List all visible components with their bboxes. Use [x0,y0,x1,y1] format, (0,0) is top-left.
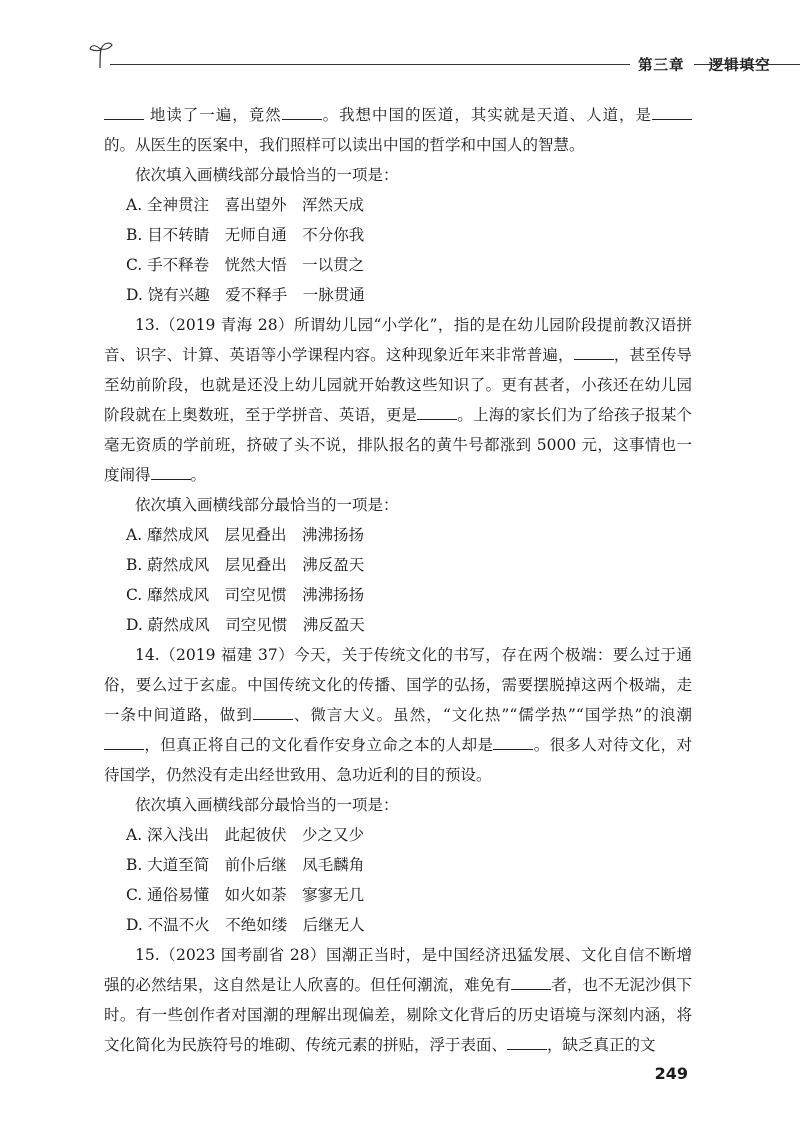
q13-text-c: 。上海的家长们为了给孩子报某个毫无资质的学前班，挤破了头不说，排队报名的黄牛号都涨到 5000 元，这事情也一度闹得 [104,406,692,484]
blank [253,705,293,720]
blank [282,105,322,120]
blank [493,735,533,750]
q13-option-d: D. 蔚然成风 司空见惯 沸反盈天 [126,616,365,634]
q15-text-a: 15.（2023 国考副省 28）国潮正当时，是中国经济迅猛发展、文化自信不断增强的必然结果，这自然是让人欣喜的。但任何潮流，难免有 [104,946,692,994]
blank [151,465,191,480]
q14-text-d: 。很多人对待文化，对待国学，仍然没有走出经世致用、急功近利的目的预设。 [104,736,692,784]
q14-option-d: D. 不温不火 不绝如缕 后继无人 [126,916,365,934]
blank [104,105,144,120]
q14-text-b: 、微言大义。虽然，“文化热”“儒学热”“国学热”的浪潮 [292,706,692,724]
q14-option-a: A. 深入浅出 此起彼伏 少之又少 [126,826,365,844]
page-header [88,40,800,80]
q12-text-b: 。我想中国的医道，其实就是天道、人道，是 [321,106,652,124]
q12-text-c: 的。从医生的医案中，我们照样可以读出中国的哲学和中国人的智慧。 [104,136,585,154]
header-rule-right [694,64,800,65]
sprout-icon [88,40,114,70]
q15-text-b: 者，也不无泥沙俱下时。有一些创作者对国潮的理解出现偏差，剔除文化背后的历史语境与深刻内涵，将文化简化为民族符号的堆砌、传统元素的拼贴，浮于表面、 [104,976,692,1054]
q12-option-a: A. 全神贯注 喜出望外 浑然天成 [126,196,365,214]
blank [417,405,457,420]
q12-text-a: 地读了一遍，竟然 [149,106,282,124]
page-body [104,100,692,1060]
q14-option-c: C. 通俗易懂 如火如荼 寥寥无几 [126,886,365,904]
q12-prompt: 依次填入画横线部分最恰当的一项是： [135,166,399,184]
q13-text-a: 13.（2019 青海 28）所谓幼儿园“小学化”，指的是在幼儿园阶段提前教汉语拼音、识字、计算、英语等小学课程内容。这种现象近年来非常普遍， [104,316,692,364]
q13-text-d: 。 [190,466,207,484]
q14-option-b: B. 大道至简 前仆后继 凤毛麟角 [126,856,365,874]
blank [104,735,144,750]
q14-text-a: 14.（2019 福建 37）今天，关于传统文化的书写，存在两个极端：要么过于通俗，要么过于玄虚。中国传统文化的传播、国学的弘扬，需要摆脱掉这两个极端，走一条中间道路，做到 [104,646,692,724]
q15-text-c: ，缺乏真正的文 [547,1036,656,1054]
q12-line1 [104,100,692,160]
q14-stem [104,640,692,790]
header-rule-left [110,64,630,65]
q13-option-b: B. 蔚然成风 层见叠出 沸反盈天 [126,556,365,574]
q12-option-b: B. 目不转睛 无师自通 不分你我 [126,226,365,244]
q13-option-a: A. 靡然成风 层见叠出 沸沸扬扬 [126,526,365,544]
blank [507,1035,547,1050]
chapter-label: 第三章 [638,58,685,74]
q12-option-d: D. 饶有兴趣 爱不释手 一脉贯通 [126,286,365,304]
blank [652,105,692,120]
blank [574,345,614,360]
q13-prompt: 依次填入画横线部分最恰当的一项是： [135,496,399,514]
section-label: 逻辑填空 [708,58,771,74]
page-number: 249 [654,1064,688,1083]
q13-option-c: C. 靡然成风 司空见惯 沸沸扬扬 [126,586,365,604]
q14-text-c: ，但真正将自己的文化看作安身立命之本的人却是 [144,736,494,754]
q15-stem [104,940,692,1060]
q14-prompt: 依次填入画横线部分最恰当的一项是： [135,796,399,814]
q12-option-c: C. 手不释卷 恍然大悟 一以贯之 [126,256,365,274]
q13-text-b: ，甚至传导至幼前阶段，也就是还没上幼儿园就开始教这些知识了。更有甚者，小孩还在幼儿园阶段就在上奥数班，至于学拼音、英语，更是 [104,346,692,424]
q13-stem [104,310,692,490]
blank [511,975,551,990]
